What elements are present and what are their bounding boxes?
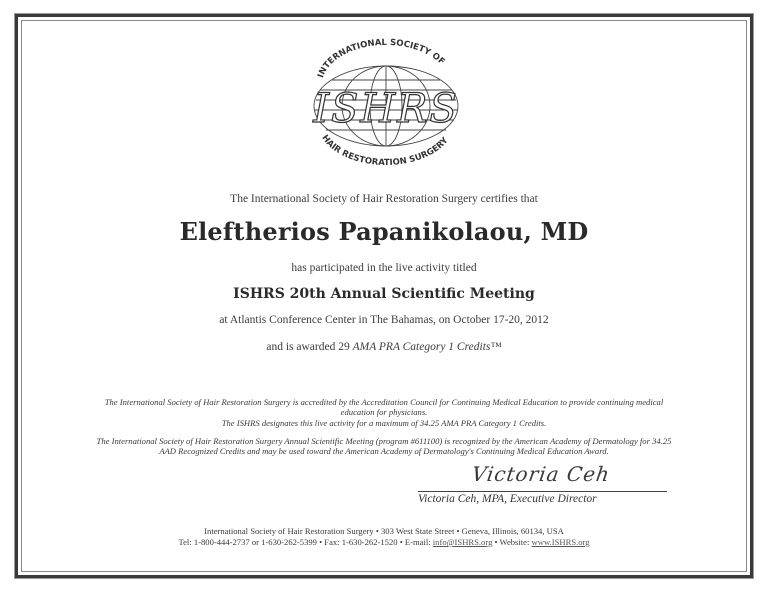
recipient-name: Eleftherios Papanikolaou, MD [179,217,589,246]
website-label: • Website: [492,537,532,547]
signatory-name-title: Victoria Ceh, MPA, Executive Director [418,493,597,505]
accreditation-statement-aad [0,436,768,457]
accreditation-line: The ISHRS designates this live activity for a maximum of 34.25 AMA PRA Category 1 Credits. [221,417,547,428]
accreditation-line: The International Society of Hair Restoration Surgery is accredited by the Accreditation Council for Continuing Medical Education to provide continuing medical [104,397,664,407]
activity-location-date: at Atlantis Conference Center in The Bahamas, on October 17-20, 2012 [219,314,549,326]
accreditation-line: The International Society of Hair Restoration Surgery Annual Scientific Meeting (program #611100) is recognized by the American Academy of Dermatology for 34.25 [96,436,672,446]
footer-contact [0,537,768,548]
svg-text:ISHRS: ISHRS [313,86,459,132]
award-credits-type: AMA PRA Category 1 Credits™ [352,341,502,353]
svg-text:HAIR RESTORATION SURGERY: HAIR RESTORATION SURGERY [319,133,451,169]
credits-awarded [0,341,768,353]
email-link[interactable]: info@ISHRS.org [432,537,493,547]
signature-script: Victoria Ceh [470,462,612,486]
website-link[interactable]: www.ISHRS.org [531,537,590,547]
accreditation-statement-accme [0,397,768,428]
footer-phone-fax: Tel: 1-800-444-2737 or 1-630-262-5399 • Fax: 1-630-262-1520 • E-mail: [178,537,433,547]
certifies-statement: The International Society of Hair Restoration Surgery certifies that [230,193,538,205]
accreditation-line: AAD Recognized Credits and may be used toward the American Academy of Dermatology's Continuing Medical Education Award. [159,446,609,457]
svg-text:INTERNATIONAL SOCIETY OF: INTERNATIONAL SOCIETY OF [316,38,447,80]
activity-title: ISHRS 20th Annual Scientific Meeting [233,286,535,302]
participated-statement: has participated in the live activity titled [291,262,477,274]
accreditation-line: education for physicians. [340,407,428,418]
ishrs-globe-logo-icon [300,38,472,170]
footer-address: International Society of Hair Restoration Surgery • 303 West State Street • Geneva, Illinois, 60134, USA [204,526,564,536]
signature-line [418,491,667,492]
award-prefix: and is awarded 29 [266,341,353,353]
